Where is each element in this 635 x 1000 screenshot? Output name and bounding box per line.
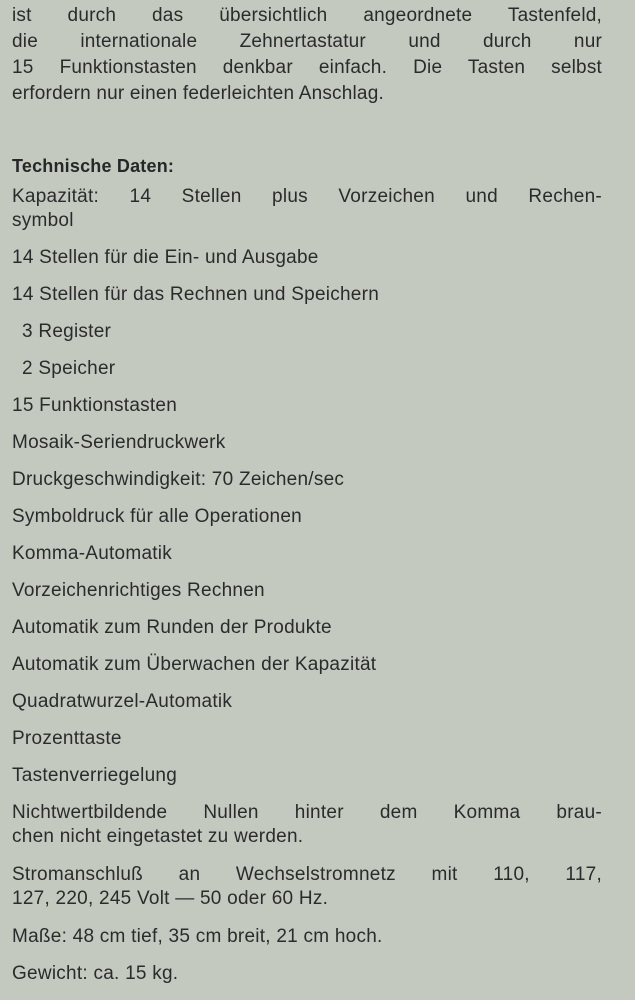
spec-item (12, 764, 602, 788)
spec-item-line: Kapazität: 14 Stellen plus Vorzeichen und Rechen- (12, 186, 602, 207)
spec-item-line: 2 Speicher (22, 358, 116, 379)
spec-item-line: Symboldruck für alle Operationen (12, 506, 302, 527)
spec-item-line: Prozenttaste (12, 728, 122, 749)
spec-item (12, 320, 612, 344)
intro-line: erfordern nur einen federleichten Anschlag. (12, 83, 384, 104)
spec-item-line: 14 Stellen für das Rechnen und Speichern (12, 284, 380, 305)
intro-line: ist durch das übersichtlich angeordnete Tastenfeld, (12, 5, 602, 26)
spec-item-line: Quadratwurzel-Automatik (12, 691, 233, 712)
spec-item-line: Automatik zum Überwachen der Kapazität (12, 654, 377, 675)
spec-item-line: Komma-Automatik (12, 543, 173, 564)
spec-item-line: chen nicht eingetastet zu werden. (12, 826, 304, 847)
spec-item (12, 962, 602, 986)
spec-item (12, 579, 602, 603)
spec-item (12, 863, 602, 911)
spec-item-line: symbol (12, 210, 74, 231)
spec-item (12, 801, 602, 849)
spec-item (12, 505, 602, 529)
spec-item (12, 616, 602, 640)
spec-item-line: Nichtwertbildende Nullen hinter dem Komma brau- (12, 802, 602, 823)
spec-item-line: Maße: 48 cm tief, 35 cm breit, 21 cm hoch. (12, 926, 383, 947)
spec-item-line: 3 Register (22, 321, 112, 342)
spec-item (12, 246, 602, 270)
intro-line: 15 Funktionstasten denkbar einfach. Die Tasten selbst (12, 57, 602, 78)
spec-item-line: Druckgeschwindigkeit: 70 Zeichen/sec (12, 469, 345, 490)
spec-item-line: Automatik zum Runden der Produkte (12, 617, 332, 638)
spec-item (12, 185, 602, 233)
intro-paragraph (12, 3, 602, 107)
spec-item-line: Mosaik-Seriendruckwerk (12, 432, 226, 453)
spec-item-line: Stromanschluß an Wechselstromnetz mit 110, 117, (12, 864, 602, 885)
spec-item-line: 14 Stellen für die Ein- und Ausgabe (12, 247, 319, 268)
spec-item (12, 394, 602, 418)
spec-item (12, 690, 602, 714)
spec-item-line: 15 Funktionstasten (12, 395, 178, 416)
spec-item (12, 727, 602, 751)
spec-item (12, 283, 602, 307)
spec-item-line: Gewicht: ca. 15 kg. (12, 963, 179, 984)
spec-item-line: Tastenverriegelung (12, 765, 178, 786)
tech-data-heading: Technische Daten: (12, 156, 175, 176)
intro-line: die internationale Zehnertastatur und durch nur (12, 31, 602, 52)
spec-item (12, 542, 602, 566)
spec-item-line: 127, 220, 245 Volt — 50 oder 60 Hz. (12, 888, 329, 909)
spec-item (12, 431, 602, 455)
spec-item (12, 653, 602, 677)
spec-item (12, 468, 602, 492)
spec-item-line: Vorzeichenrichtiges Rechnen (12, 580, 265, 601)
spec-item (12, 357, 612, 381)
spec-item (12, 925, 602, 949)
